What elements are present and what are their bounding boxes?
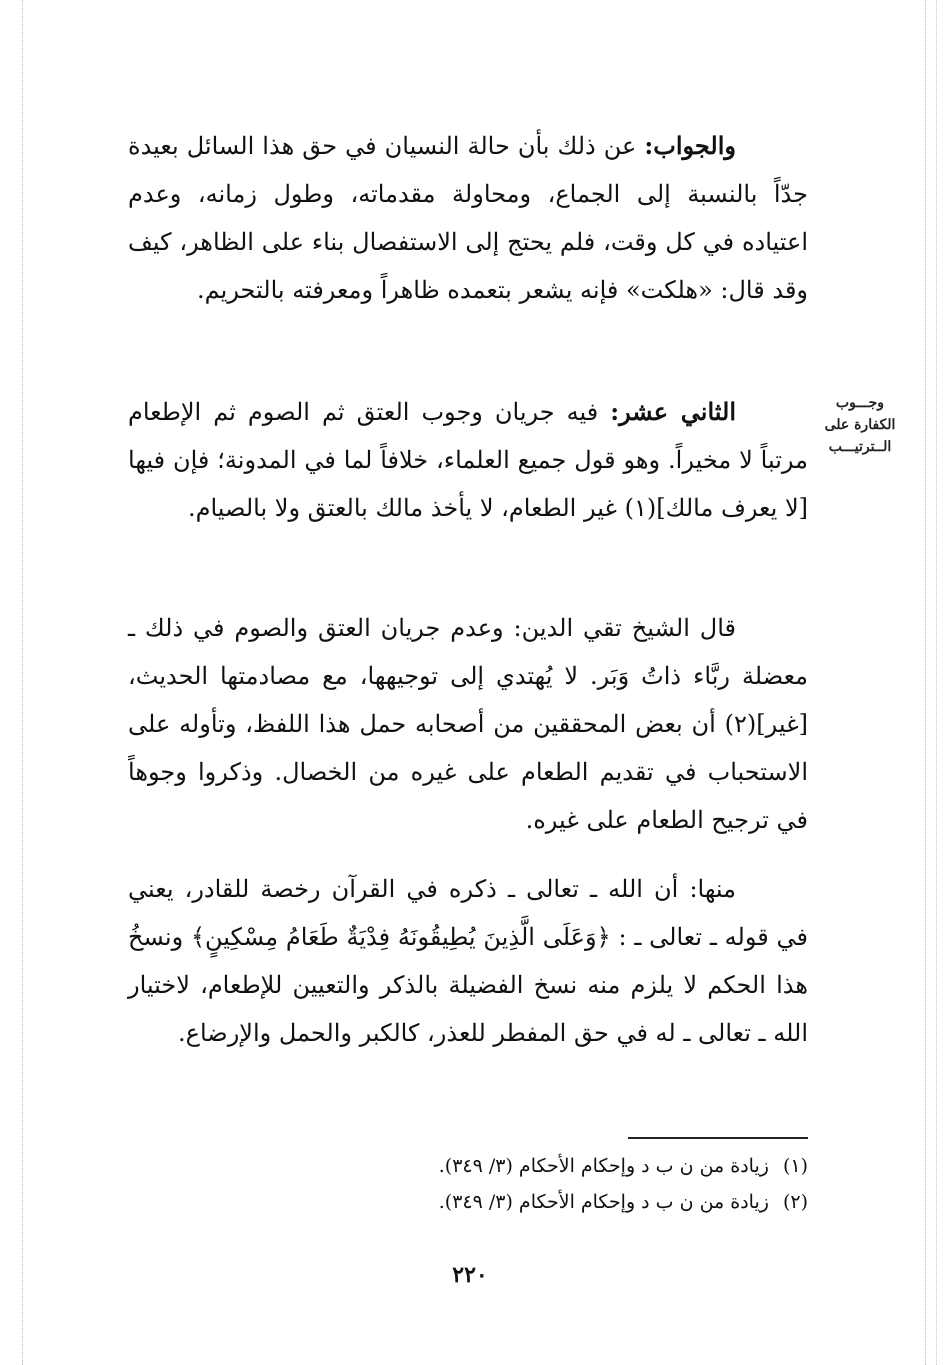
paragraph-text: عن ذلك بأن حالة النسيان في حق هذا السائل بعيدة جدّاً بالنسبة إلى الجماع، ومحاولة مقدماته، وطول زمانه، وعدم اعتياده في كل وقت، فلم يحتج إلى الاستفصال بناء على الظاهر، كيف وقد قال: «هلكت» فإنه يشعر بتعمده ظاهراً ومعرفته بالتحريم. [128, 132, 808, 304]
footnotes [300, 1148, 808, 1220]
page-number: ٢٢٠ [452, 1262, 488, 1288]
scan-edge-dots-far-right [936, 0, 937, 1365]
footnote-divider [628, 1137, 808, 1139]
footnote-text: زيادة من ن ب د وإحكام الأحكام (٣/ ٣٤٩). [438, 1191, 769, 1213]
margin-note-line: وجـــوب [835, 395, 885, 411]
paragraph-sheikh-quote [128, 604, 808, 844]
margin-note-line: الكفارة على [824, 417, 896, 433]
paragraph-twelfth [128, 388, 808, 532]
margin-note-line: الــترتيـــب [828, 439, 892, 455]
paragraph-reasons [128, 865, 808, 1057]
paragraph-text: فيه جريان وجوب العتق ثم الصوم ثم الإطعام مرتباً لا مخيراً. وهو قول جميع العلماء، خلافاً لما في المدونة؛ فإن فيها [لا يعرف مالك](١) غير الطعام، لا يأخذ مالك بالعتق ولا بالصيام. [128, 398, 808, 522]
footnote-item [300, 1184, 808, 1220]
footnote-text: زيادة من ن ب د وإحكام الأحكام (٣/ ٣٤٩). [438, 1155, 769, 1177]
footnote-number: (١) [782, 1155, 808, 1177]
paragraph-answer [128, 122, 808, 314]
paragraph-lead: الثاني عشر: [610, 397, 736, 426]
scan-edge-dots-left [22, 0, 23, 1365]
paragraph-lead: والجواب: [644, 131, 736, 160]
paragraph-text: منها: أن الله ـ تعالى ـ ذكره في القرآن رخصة للقادر، يعني في قوله ـ تعالى ـ : ﴿وَعَلَى الَّذِينَ يُطِيقُونَهُ فِدْيَةٌ طَعَامُ مِسْكِينٍ﴾ ونسخُ هذا الحكم لا يلزم منه نسخ الفضيلة بالذكر والتعيين للإطعام، لاختيار الله ـ تعالى ـ له في حق المفطر للعذر، كالكبر والحمل والإرضاع. [128, 875, 808, 1047]
paragraph-text: قال الشيخ تقي الدين: وعدم جريان العتق والصوم في ذلك ـ معضلة ربَّاء ذاتُ وَبَر. لا يُهتدي إلى توجيهها، مع مصادمتها الحديث، [غير](٢) أن بعض المحققين من أصحابه حمل هذا اللفظ، وتأوله على الاستحباب في تقديم الطعام على غيره من الخصال. وذكروا وجوهاً في ترجيح الطعام على غيره. [128, 614, 809, 834]
scan-edge-dots-right [925, 0, 926, 1365]
margin-note [815, 392, 905, 458]
footnote-item [300, 1148, 808, 1184]
footnote-number: (٢) [782, 1191, 808, 1213]
